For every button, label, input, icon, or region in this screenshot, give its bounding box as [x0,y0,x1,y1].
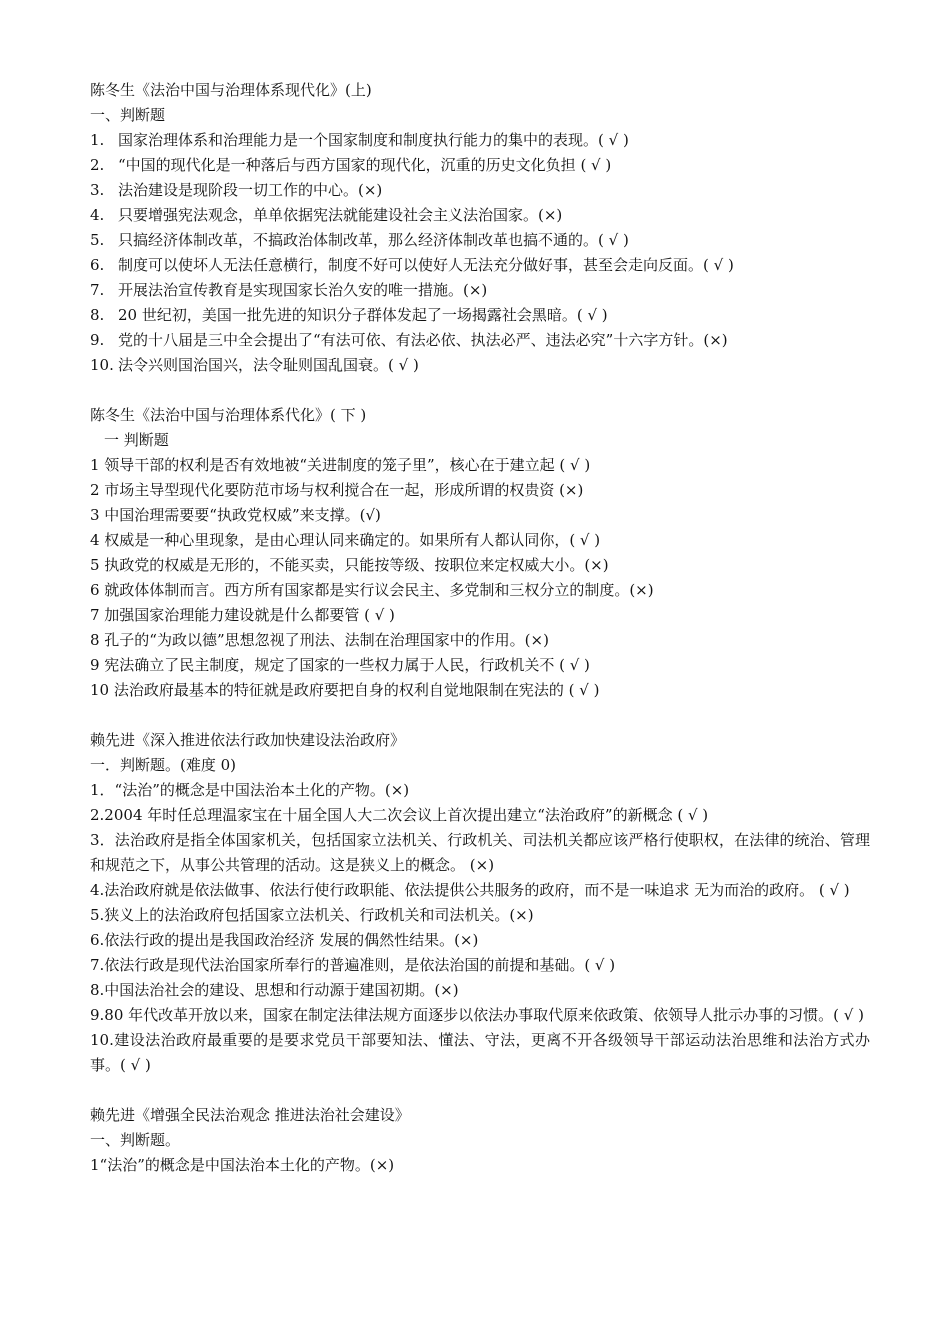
item-number: 8. [90,306,105,324]
list-item: 7.依法行政是现代法治国家所奉行的普遍准则，是依法治国的前提和基础。( √ ) [90,956,616,974]
item-number: 9. [90,331,105,349]
item-number: 10. [90,356,114,374]
item-number: 3. [90,181,105,199]
item-text: “中国的现代化是一种落后与西方国家的现代化，沉重的历史文化负担 ( √ ) [118,156,612,174]
list-item: 2 市场主导型现代化要防范市场与权利搅合在一起，形成所谓的权贵资 (×) [90,481,584,499]
section-3 [90,728,870,1078]
list-item: 5.狭义上的法治政府包括国家立法机关、行政机关和司法机关。(×) [90,906,534,924]
section-2 [90,403,870,703]
list-item: 1．“法治”的概念是中国法治本土化的产物。(×) [90,781,410,799]
list-item: 9 宪法确立了民主制度，规定了国家的一些权力属于人民，行政机关不 ( √ ) [90,656,590,674]
item-text: 20 世纪初，美国一批先进的知识分子群体发起了一场揭露社会黑暗。( √ ) [118,306,608,324]
section-title: 陈冬生《法治中国与治理体系现代化》(上) [90,81,372,99]
item-text: 开展法治宣传教育是实现国家长治久安的唯一措施。(×) [118,281,488,299]
list-item: 6.依法行政的提出是我国政治经济 发展的偶然性结果。(×) [90,931,479,949]
section-4 [90,1103,870,1178]
item-text: 党的十八届是三中全会提出了“有法可依、有法必依、执法必严、违法必究”十六字方针。(×) [118,331,728,349]
item-text: 制度可以使坏人无法任意横行，制度不好可以使好人无法充分做好事，甚至会走向反面。( √ ) [118,256,734,274]
list-item: 2.2004 年时任总理温家宝在十届全国人大二次会议上首次提出建立“法治政府”的新概念 ( √ ) [90,806,709,824]
section-title: 赖先进《增强全民法治观念 推进法治社会建设》 [90,1106,410,1124]
list-item: 4 权威是一种心里现象，是由心理认同来确定的。如果所有人都认同你，( √ ) [90,531,601,549]
item-text: 法令兴则国治国兴，法令耻则国乱国衰。( √ ) [118,356,419,374]
list-item: 3．法治政府是指全体国家机关，包括国家立法机关、行政机关、司法机关都应该严格行使职权，在法律的统治、管理和规范之下，从事公共管理的活动。这是狭义上的概念。 (×) [90,831,870,874]
list-item: 10 法治政府最基本的特征就是政府要把自身的权利自觉地限制在宪法的 ( √ ) [90,681,600,699]
list-item [90,278,870,303]
list-item [90,303,870,328]
list-item: 8.中国法治社会的建设、思想和行动源于建国初期。(×) [90,981,459,999]
item-number: 7. [90,281,105,299]
item-number: 4. [90,206,105,224]
item-text: 只要增强宪法观念，单单依据宪法就能建设社会主义法治国家。(×) [118,206,563,224]
item-number: 2. [90,156,105,174]
item-text: 法治建设是现阶段一切工作的中心。(×) [118,181,383,199]
list-item [90,253,870,278]
list-item: 1“法治”的概念是中国法治本土化的产物。(×) [90,1156,395,1174]
list-item: 1 领导干部的权利是否有效地被“关进制度的笼子里”，核心在于建立起 ( √ ) [90,456,591,474]
section-subtitle: 一．判断题。(难度 0) [90,756,237,774]
item-text: 国家治理体系和治理能力是一个国家制度和制度执行能力的集中的表现。( √ ) [118,131,629,149]
list-item: 8 孔子的“为政以德”思想忽视了刑法、法制在治理国家中的作用。(×) [90,631,549,649]
list-item: 7 加强国家治理能力建设就是什么都要管 ( √ ) [90,606,395,624]
item-number: 6. [90,256,105,274]
list-item: 10.建设法治政府最重要的是要求党员干部要知法、懂法、守法，更离不开各级领导干部运动法治思维和法治方式办事。( √ ) [90,1031,870,1074]
item-number: 5. [90,231,105,249]
section-subtitle: 一 判断题 [104,431,169,449]
list-item [90,228,870,253]
section-subtitle: 一、判断题。 [90,1131,181,1149]
list-item [90,353,870,378]
list-item [90,153,870,178]
document-body [90,78,870,1203]
list-item: 6 就政体体制而言。西方所有国家都是实行议会民主、多党制和三权分立的制度。(×) [90,581,654,599]
list-item: 9.80 年代改革开放以来，国家在制定法律法规方面逐步以依法办事取代原来依政策、依领导人批示办事的习惯。( √ ) [90,1006,864,1024]
list-item [90,328,870,353]
section-title: 赖先进《深入推进依法行政加快建设法治政府》 [90,731,406,749]
item-text: 只搞经济体制改革，不搞政治体制改革，那么经济体制改革也搞不通的。( √ ) [118,231,629,249]
section-title: 陈冬生《法治中国与治理体系代化》( 下 ) [90,406,367,424]
section-1 [90,78,870,378]
section-subtitle: 一、判断题 [90,106,166,124]
list-item [90,178,870,203]
item-number: 1. [90,131,105,149]
list-item [90,128,870,153]
list-item: 4.法治政府就是依法做事、依法行使行政职能、依法提供公共服务的政府，而不是一味追求 无为而治的政府。 ( √ ) [90,881,850,899]
list-item: 3 中国治理需要要“执政党权威”来支撑。(√) [90,506,381,524]
list-item: 5 执政党的权威是无形的，不能买卖，只能按等级、按职位来定权威大小。(×) [90,556,609,574]
list-item [90,203,870,228]
